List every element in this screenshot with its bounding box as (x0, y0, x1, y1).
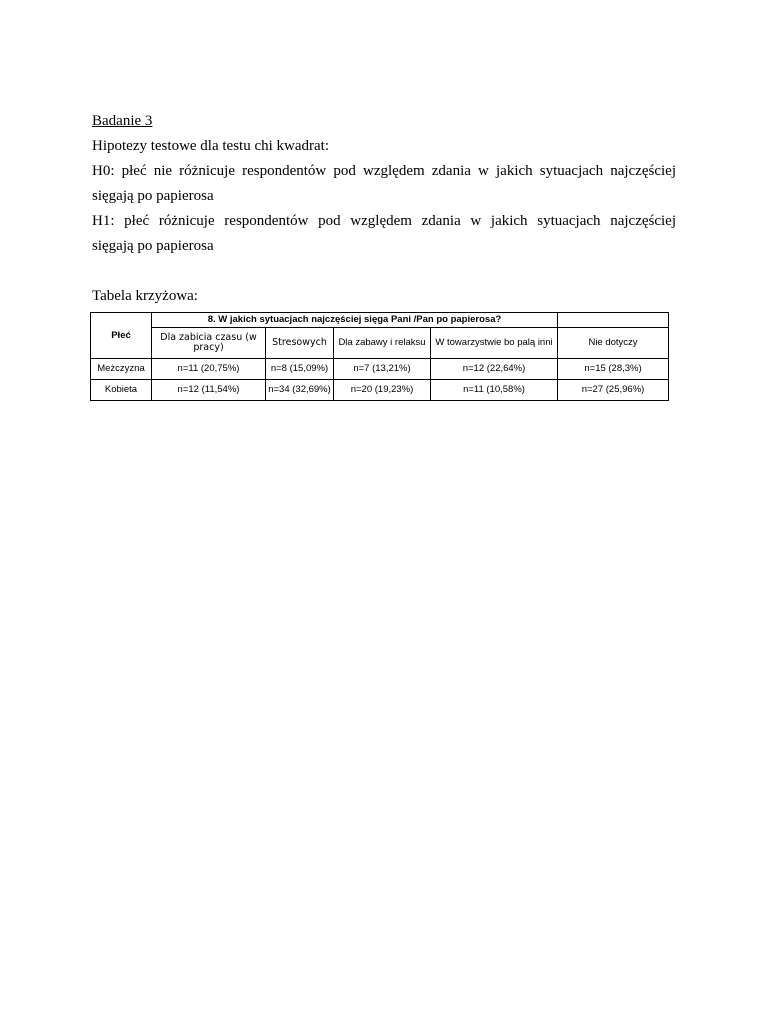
table-label: Tabela krzyżowa: (92, 288, 198, 304)
row-header-label: Płeć (111, 329, 131, 341)
table-row (91, 359, 669, 380)
table-cell: n=20 (19,23%) (334, 380, 431, 401)
table-cell: n=27 (25,96%) (558, 380, 669, 401)
table-row (91, 380, 669, 401)
column-header: Dla zabawy i relaksu (334, 328, 431, 359)
table-cell: n=11 (20,75%) (152, 359, 266, 380)
table-cell: n=8 (15,09%) (266, 359, 334, 380)
column-header: Nie dotyczy (558, 328, 669, 359)
table-cell: n=7 (13,21%) (334, 359, 431, 380)
row-header-cell (91, 313, 152, 359)
hypothesis-h0-line2: sięgają po papierosa (92, 188, 214, 204)
table-cell: n=12 (22,64%) (431, 359, 558, 380)
section-heading: Badanie 3 (92, 113, 153, 129)
table-cell: n=34 (32,69%) (266, 380, 334, 401)
hypothesis-h1-line1: H1: płeć różnicuje respondentów pod względem zdania w jakich sytuacjach najczęściej (92, 213, 676, 229)
table-cell: n=12 (11,54%) (152, 380, 266, 401)
table-cell: n=11 (10,58%) (431, 380, 558, 401)
column-header: Stresowych (266, 328, 334, 359)
cross-table (90, 312, 669, 401)
intro-text: Hipotezy testowe dla testu chi kwadrat: (92, 138, 330, 154)
empty-header-cell (558, 313, 669, 328)
question-header-label: 8. W jakich sytuacjach najczęściej sięga Pani /Pan po papierosa? (207, 314, 502, 325)
table-cell: n=15 (28,3%) (558, 359, 669, 380)
row-label: Kobieta (91, 380, 152, 401)
question-header-cell (152, 313, 558, 328)
hypothesis-h1-line2: sięgają po papierosa (92, 238, 214, 254)
hypothesis-h0-line1: H0: płeć nie różnicuje respondentów pod względem zdania w jakich sytuacjach najczęściej (92, 163, 676, 179)
column-header: Dla zabicia czasu (w pracy) (152, 328, 266, 359)
column-header: W towarzystwie bo palą inni (431, 328, 558, 359)
row-label: Meżczyzna (91, 359, 152, 380)
